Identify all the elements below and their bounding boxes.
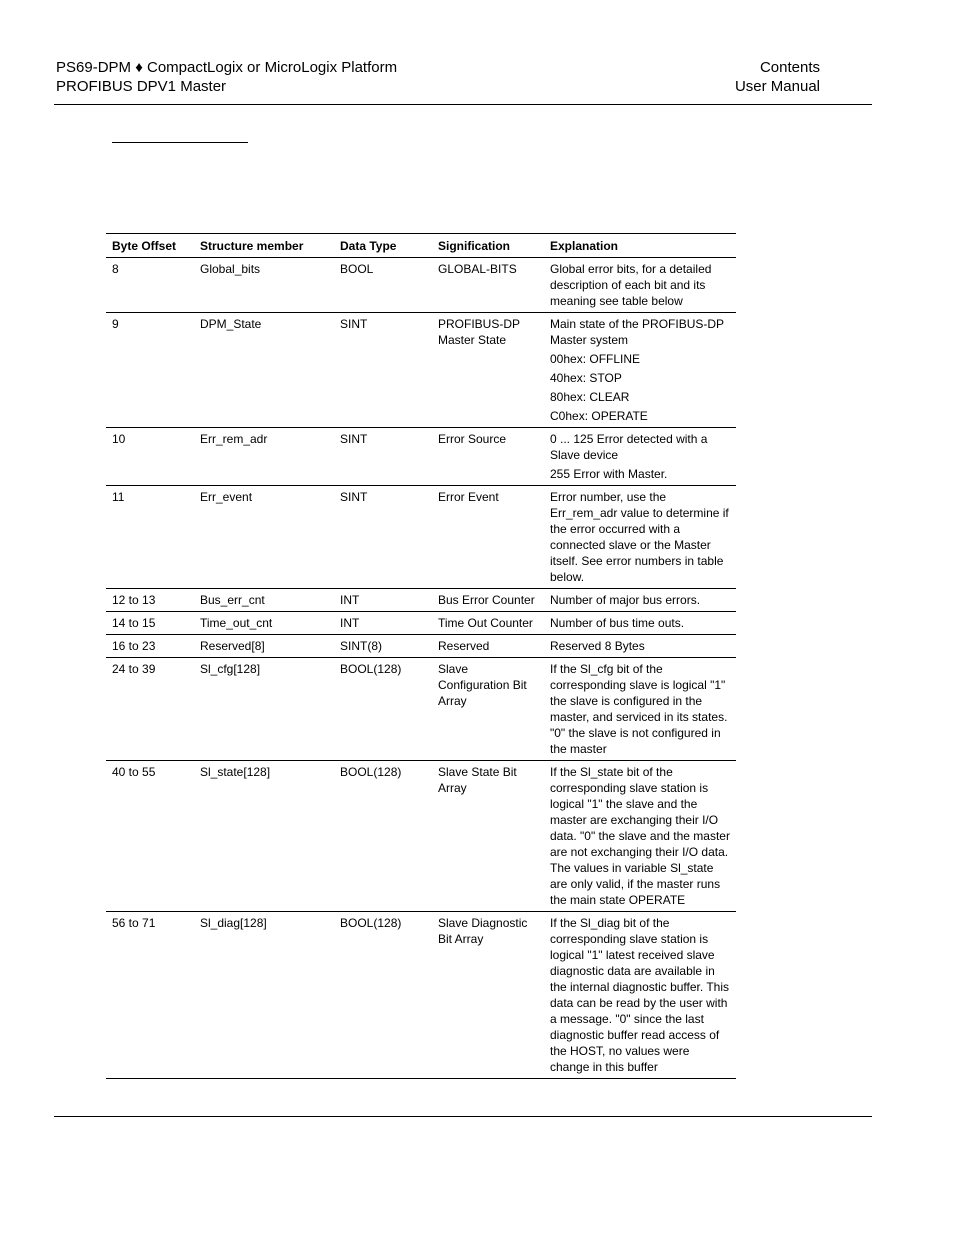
cell-structure-member: Bus_err_cnt: [194, 589, 334, 612]
cell-explanation: [544, 912, 736, 1079]
cell-data-type: SINT: [334, 486, 432, 589]
section-rule: [112, 142, 248, 143]
cell-data-type: BOOL: [334, 258, 432, 313]
cell-structure-member: Err_rem_adr: [194, 428, 334, 486]
explanation-line: 80hex: CLEAR: [550, 390, 630, 404]
cell-signification: Bus Error Counter: [432, 589, 544, 612]
cell-explanation: [544, 635, 736, 658]
cell-structure-member: Sl_cfg[128]: [194, 658, 334, 761]
cell-byte-offset: 8: [106, 258, 194, 313]
cell-structure-member: Sl_state[128]: [194, 761, 334, 912]
cell-data-type: INT: [334, 589, 432, 612]
cell-signification: PROFIBUS-DP Master State: [432, 313, 544, 428]
cell-structure-member: Sl_diag[128]: [194, 912, 334, 1079]
cell-byte-offset: 56 to 71: [106, 912, 194, 1079]
cell-explanation: [544, 761, 736, 912]
cell-data-type: BOOL(128): [334, 761, 432, 912]
cell-data-type: INT: [334, 612, 432, 635]
table-row: [106, 912, 736, 1079]
cell-byte-offset: 11: [106, 486, 194, 589]
table-row: [106, 258, 736, 313]
header-product-subtitle: PROFIBUS DPV1 Master: [56, 78, 227, 95]
col-header-signification: Signification: [432, 234, 544, 258]
cell-explanation: [544, 658, 736, 761]
header-section: Contents: [759, 59, 820, 76]
cell-data-type: SINT(8): [334, 635, 432, 658]
cell-explanation: [544, 612, 736, 635]
running-header-left: [56, 58, 397, 96]
explanation-line: Global error bits, for a detailed description of each bit and its meaning see table below: [550, 262, 712, 308]
table-row: [106, 658, 736, 761]
cell-byte-offset: 24 to 39: [106, 658, 194, 761]
cell-structure-member: DPM_State: [194, 313, 334, 428]
cell-explanation: [544, 589, 736, 612]
cell-byte-offset: 16 to 23: [106, 635, 194, 658]
cell-signification: Slave Diagnostic Bit Array: [432, 912, 544, 1079]
cell-signification: Reserved: [432, 635, 544, 658]
table-row: [106, 612, 736, 635]
cell-structure-member: Err_event: [194, 486, 334, 589]
header-divider: [54, 104, 872, 105]
explanation-line: Number of bus time outs.: [550, 616, 685, 630]
explanation-line: Reserved 8 Bytes: [550, 639, 645, 653]
explanation-line: 255 Error with Master.: [550, 467, 668, 481]
cell-structure-member: Time_out_cnt: [194, 612, 334, 635]
table-row: [106, 589, 736, 612]
explanation-line: If the Sl_diag bit of the corresponding slave station is logical "1" latest received slave diagnostic data are available in the internal diagnostic buffer. This data can be read by the user with a message. "0" since the last diagnostic buffer read access of the HOST, no values were change in this buffer: [550, 916, 730, 1074]
explanation-line: Error number, use the Err_rem_adr value to determine if the error occurred with a connected slave or the Master itself. See error numbers in table below.: [550, 490, 729, 584]
running-header-right: [735, 58, 820, 96]
table-header-row: [106, 234, 736, 258]
explanation-line: C0hex: OPERATE: [550, 409, 648, 423]
cell-data-type: SINT: [334, 313, 432, 428]
cell-byte-offset: 9: [106, 313, 194, 428]
cell-structure-member: Reserved[8]: [194, 635, 334, 658]
table-row: [106, 486, 736, 589]
header-product-title: PS69-DPM ♦ CompactLogix or MicroLogix Platform: [56, 59, 398, 76]
cell-signification: Slave Configuration Bit Array: [432, 658, 544, 761]
cell-signification: Error Source: [432, 428, 544, 486]
table-row: [106, 635, 736, 658]
cell-explanation: [544, 313, 736, 428]
explanation-line: 40hex: STOP: [550, 371, 622, 385]
cell-signification: Time Out Counter: [432, 612, 544, 635]
cell-signification: Error Event: [432, 486, 544, 589]
cell-explanation: [544, 258, 736, 313]
explanation-line: 0 ... 125 Error detected with a Slave device: [550, 432, 708, 462]
header-doc-type: User Manual: [734, 78, 820, 95]
cell-data-type: SINT: [334, 428, 432, 486]
col-header-byte-offset: Byte Offset: [106, 234, 194, 258]
col-header-data-type: Data Type: [334, 234, 432, 258]
col-header-structure-member: Structure member: [194, 234, 334, 258]
table-row: [106, 428, 736, 486]
explanation-line: Main state of the PROFIBUS-DP Master system: [550, 317, 724, 347]
cell-byte-offset: 14 to 15: [106, 612, 194, 635]
cell-byte-offset: 40 to 55: [106, 761, 194, 912]
cell-data-type: BOOL(128): [334, 658, 432, 761]
cell-signification: Slave State Bit Array: [432, 761, 544, 912]
explanation-line: Number of major bus errors.: [550, 593, 701, 607]
cell-byte-offset: 10: [106, 428, 194, 486]
cell-data-type: BOOL(128): [334, 912, 432, 1079]
explanation-line: If the Sl_state bit of the corresponding slave station is logical "1" the slave and the master are exchanging their I/O data. "0" the slave and the master are not exchanging their I/O data. The values in variable Sl_state are only valid, if the master runs the main state OPERATE: [550, 765, 730, 907]
footer-divider: [54, 1116, 872, 1117]
table-row: [106, 761, 736, 912]
col-header-explanation: Explanation: [544, 234, 736, 258]
cell-explanation: [544, 486, 736, 589]
status-structure-table: [106, 233, 736, 1079]
explanation-line: If the Sl_cfg bit of the corresponding slave is logical "1" the slave is configured in the master, and serviced in its states. "0" the slave is not configured in the master: [550, 662, 728, 756]
table-row: [106, 313, 736, 428]
cell-signification: GLOBAL-BITS: [432, 258, 544, 313]
explanation-line: 00hex: OFFLINE: [550, 352, 641, 366]
cell-structure-member: Global_bits: [194, 258, 334, 313]
cell-explanation: [544, 428, 736, 486]
cell-byte-offset: 12 to 13: [106, 589, 194, 612]
